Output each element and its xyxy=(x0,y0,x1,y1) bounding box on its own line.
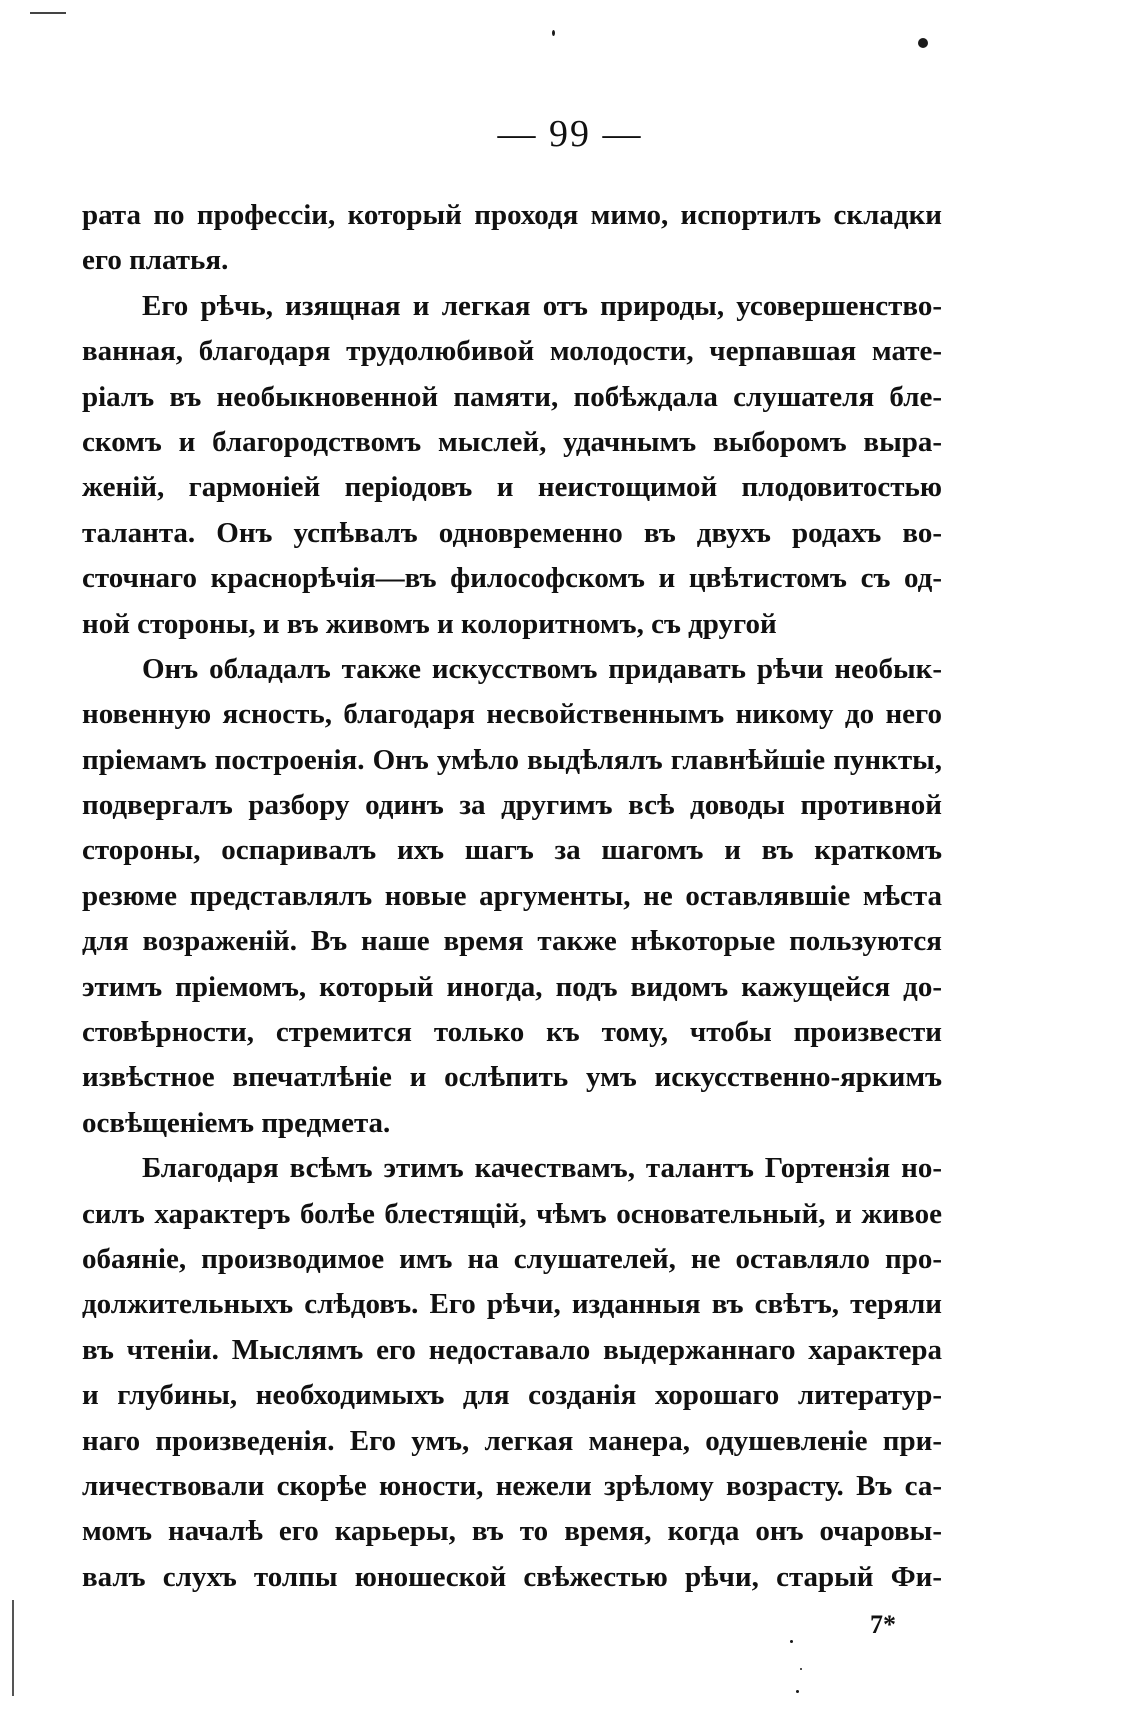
text-line: наго произведенія. Его умъ, легкая манера, одушевленіе при- xyxy=(82,1424,942,1457)
text-line: его платья. xyxy=(82,244,229,277)
text-line: обаяніе, производимое имъ на слушателей, не оставляло про- xyxy=(82,1242,942,1275)
text-line: Его рѣчь, изящная и легкая отъ природы, усовершенство- xyxy=(142,289,942,322)
ink-speck xyxy=(790,1640,793,1643)
text-line: извѣстное впечатлѣніе и ослѣпить умъ искусственно-яркимъ xyxy=(82,1061,942,1094)
text-line: личествовали скорѣе юности, нежели зрѣлому возрасту. Въ са- xyxy=(82,1469,942,1502)
text-line: освѣщеніемъ предмета. xyxy=(82,1106,391,1139)
text-line: новенную ясность, благодаря несвойственнымъ никому до него xyxy=(82,698,942,731)
ink-speck xyxy=(552,30,555,36)
text-line: ванная, благодаря трудолюбивой молодости, черпавшая мате- xyxy=(82,335,942,368)
text-line: момъ началѣ его карьеры, въ то время, когда онъ очаровы- xyxy=(82,1515,942,1548)
text-line: Онъ обладалъ также искусствомъ придавать рѣчи необык- xyxy=(142,652,942,685)
text-line: ріалъ въ необыкновенной памяти, побѣждала слушателя бле- xyxy=(82,380,942,413)
text-line: женій, гармоніей періодовъ и неистощимой плодовитостью xyxy=(82,471,942,504)
ink-speck xyxy=(918,38,928,48)
text-line: должительныхъ слѣдовъ. Его рѣчи, изданныя въ свѣтъ, теряли xyxy=(82,1288,942,1321)
body-text xyxy=(82,193,942,1600)
text-line: въ чтеніи. Мыслямъ его недоставало выдержаннаго характера xyxy=(82,1333,942,1366)
ink-speck xyxy=(800,1668,802,1670)
text-line: сточнаго краснорѣчія—въ философскомъ и цвѣтистомъ съ од- xyxy=(82,562,942,595)
text-line: скомъ и благородствомъ мыслей, удачнымъ выборомъ выра- xyxy=(82,425,942,458)
scan-edge-mark xyxy=(30,12,66,14)
text-line: стовѣрности, стремится только къ тому, чтобы произвести xyxy=(82,1016,942,1049)
text-line: подвергалъ разбору одинъ за другимъ всѣ доводы противной xyxy=(82,789,942,822)
text-line: пріемамъ построенія. Онъ умѣло выдѣлялъ главнѣйшіе пункты, xyxy=(82,743,942,776)
text-line: для возраженій. Въ наше время также нѣкоторые пользуются xyxy=(82,925,942,958)
text-line: валъ слухъ толпы юношеской свѣжестью рѣчи, старый Фи- xyxy=(82,1560,942,1593)
text-line: и глубины, необходимыхъ для созданія хорошаго литератур- xyxy=(82,1379,942,1412)
text-line: ной стороны, и въ живомъ и колоритномъ, съ другой xyxy=(82,607,777,640)
signature-mark: 7* xyxy=(870,1610,896,1639)
text-line: Благодаря всѣмъ этимъ качествамъ, талантъ Гортензія но- xyxy=(142,1152,942,1185)
text-line: рата по профессіи, который проходя мимо, испортилъ складки xyxy=(82,199,942,231)
text-line: силъ характеръ болѣе блестящій, чѣмъ основательный, и живое xyxy=(82,1197,942,1230)
scan-edge-mark xyxy=(12,1600,14,1696)
text-line: таланта. Онъ успѣвалъ одновременно въ двухъ родахъ во- xyxy=(82,516,942,549)
text-line: стороны, оспаривалъ ихъ шагъ за шагомъ и въ краткомъ xyxy=(82,834,942,867)
page-number: — 99 — xyxy=(497,113,643,155)
text-line: этимъ пріемомъ, который иногда, подъ видомъ кажущейся до- xyxy=(82,970,942,1003)
text-line: резюме представлялъ новые аргументы, не оставлявшіе мѣста xyxy=(82,879,942,912)
ink-speck xyxy=(796,1690,799,1693)
